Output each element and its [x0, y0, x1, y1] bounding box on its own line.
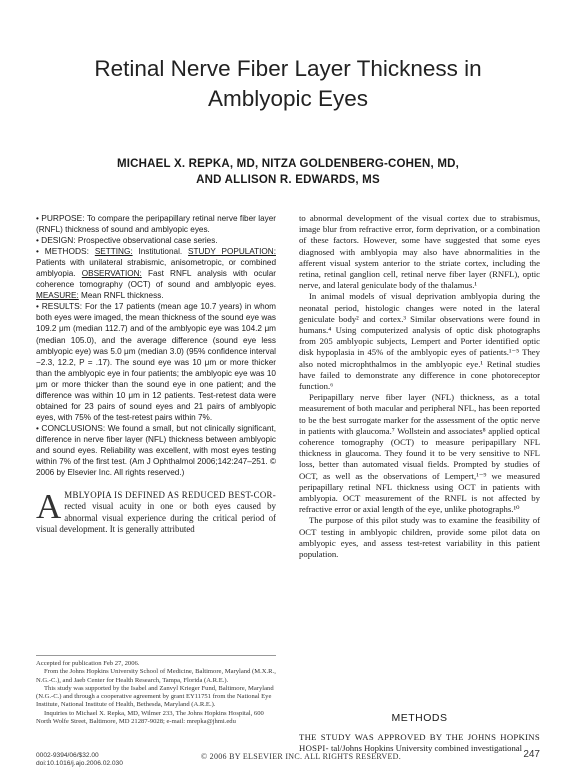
right-column [299, 213, 540, 560]
methods-heading: METHODS [391, 712, 448, 724]
abstract-purpose: • PURPOSE: To compare the peripapillary retinal nerve fiber layer (RNFL) thickness of sound and amblyopic eyes. [36, 213, 276, 235]
results-text: For the 17 patients (mean age 10.7 years) in whom both eyes were imaged, the mean thickness of the sound eye was 109.2 μm (median 112.7) and of the amblyopic eye was 104.2 μm (median 105.0), and the average difference (sound eye less amblyopic eye) was 5.0 μm (median 3.0) (95% confidence interval −2.3, 12.2, P = .17). The sound eye was 10 μm or more thicker than the amblyopic eye in four patients; the amblyopic eye was 10 μm or more thicker than the sound eye in one patient; and the difference was within 10 μm in 12 patients. Test-retest data were obtained for 23 pairs of sound eyes and 21 pairs of amblyopic eyes, with 75% of the test-retest pairs within 7%. [36, 302, 276, 422]
doi-text: doi:10.1016/j.ajo.2006.02.030 [36, 760, 123, 767]
footnote-inquiries: Inquiries to Michael X. Repka, MD, Wilmer 233, The Johns Hopkins Hospital, 600 North Wolfe Street, Baltimore, MD 21287-9028; e-mail: mrepka@jhmi.edu [36, 709, 264, 726]
intro-lead: MBLYOPIA IS DEFINED AS REDUCED BEST-COR- [64, 490, 277, 501]
purpose-label: PURPOSE: [41, 213, 85, 223]
author-list [40, 156, 536, 188]
footnote-affiliation: From the Johns Hopkins University School of Medicine, Baltimore, Maryland (M.X.R., N.G.-C.), and Jaeb Center for Health Research, Tampa, Florida (A.R.E.). [36, 668, 276, 684]
footer-ids [36, 752, 186, 768]
copyright-text: © 2006 BY ELSEVIER INC. ALL RIGHTS RESERVED. [200, 752, 402, 761]
design-label: DESIGN: [41, 235, 76, 246]
issn-text: 0002-9394/06/$32.00 [36, 752, 99, 759]
purpose-text: To compare the peripapillary retinal nerve fiber layer (RNFL) thickness of sound and amblyopic eyes. [36, 214, 276, 235]
author-line-2: AND ALLISON R. EDWARDS, MS [196, 174, 380, 186]
abstract [36, 213, 276, 478]
population-text: Patients with unilateral strabismic, anisometropic, or combined amblyopia. [36, 258, 276, 279]
measure-label: MEASURE: [36, 291, 79, 301]
abstract-results: • RESULTS: For the 17 patients (mean age 10.7 years) in whom both eyes were imaged, the mean thickness of the sound eye was 109.2 μm (median 112.7) and of the amblyopic eye was 104.2 μm (median 105.0), and the average difference (sound eye less amblyopic eye) was 5.0 μm (median 3.0) (95% confidence interval −2.3, 12.2, P = .17). The sound eye was 10 μm or more thicker than the amblyopic eye in four patients; the amblyopic eye was 10 μm or more thicker than the sound eye in one patient; and the difference was within 10 μm in 12 patients. Test-retest data were obtained for 23 pairs of sound eyes and 21 pairs of amblyopic eyes, with 75% of the test-retest pairs within 7%. [36, 301, 276, 422]
methods-label: METHODS: [44, 246, 89, 257]
author-line-1: MICHAEL X. REPKA, MD, NITZA GOLDENBERG-COHEN, MD, [116, 158, 460, 170]
design-text: Prospective observational case series. [77, 236, 218, 246]
article-title: Retinal Nerve Fiber Layer Thickness in Amblyopic Eyes [94, 56, 482, 111]
footnotes [36, 655, 276, 726]
results-label: RESULTS: [41, 301, 83, 312]
intro-paragraph [36, 487, 277, 535]
intro-text: rected visual acuity in one or both eyes caused by abnormal visual experience during the critical period of visual development. It is generally attributed [36, 501, 276, 535]
setting-text: Institutional. [138, 247, 183, 257]
body-paragraph: In animal models of visual deprivation amblyopia during the neonatal period, histologic changes were noted in the lateral geniculate body² and cortex.³ Similar observations were found in humans.⁴ Using computerized analysis of optic disk photographs from 205 amblyopic subjects, Lempert and Porter identified optic disk hypoplasia in 45% of the amblyopic eyes of patients.¹⁻⁵ They also noted microphthalmos in the amblyopic eye.¹ Retinal studies have failed to demonstrate any difference in cone photoreceptor function.⁶ [299, 291, 540, 392]
body-paragraph: to abnormal development of the visual cortex due to strabismus, image blur from refractive error, form deprivation, or a combination of these factors. However, some have suggested that some eyes diagnosed with amblyopia may also have abnormalities in the afferent visual system anterior to the striate cortex, including the retina, retinal ganglion cell, retinal nerve fiber layer (RNFL), optic nerve, and lateral geniculate body of the thalamus.¹ [299, 213, 540, 291]
body-paragraph: The purpose of this pilot study was to examine the feasibility of OCT testing in amblyopic children, provide some pilot data on amblyopic eyes, and assess test-retest variability in this patient population. [299, 515, 540, 560]
measure-text: Mean RNFL thickness. [81, 291, 164, 301]
abstract-conclusions: • CONCLUSIONS: We found a small, but not clinically significant, difference in nerve fiber layer (NFL) thickness between amblyopic and sound eyes. Reliability was excellent, with most eyes testing within 7% of the first test. (Am J Ophthalmol 2006;142:247–251. © 2006 by Elsevier Inc. All rights reserved.) [36, 422, 276, 478]
abstract-methods: • METHODS: SETTING: Institutional. STUDY POPULATION: Patients with unilateral strabismic, anisometropic, or combined amblyopia. OBSERVATION: Fast RNFL analysis with ocular coherence tomography (OCT) of sound and amblyopic eyes. MEASURE: Mean RNFL thickness. [36, 246, 277, 301]
body-paragraph: Peripapillary nerve fiber layer (NFL) thickness, as a total measurement of both macular and peripheral NFL, has been reported to be the best surrogate marker for the assessment of the optic nerve in patients with glaucoma.⁷ Wollstein and associates⁸ applied optical coherence tomography (OCT) to measure peripapillary NFL thickness in glaucoma. They found it to be very sensitive to NFL loss, better than automated visual fields. Prompted by studies of OCT, as well as the observations of Lempert,¹⁻⁹ we measured peripapillary retinal NFL thickness using OCT in patients with amblyopia. OCT measurement of the RNFL is not affected by refractive error or axial length of the eye, unlike photographs.¹⁰ [299, 392, 540, 515]
methods-lead: THE STUDY WAS APPROVED BY THE JOHNS HOPKINS HOSPI- [299, 732, 540, 754]
population-label: STUDY POPULATION: [188, 247, 276, 257]
observation-label: OBSERVATION: [81, 269, 142, 279]
conclusions-label: CONCLUSIONS: [41, 422, 106, 433]
observation-text: Fast RNFL analysis with ocular coherence tomography (OCT) of sound and amblyopic eyes. [36, 269, 277, 290]
page-number: 247 [523, 749, 540, 760]
footnote-accepted: Accepted for publication Feb 27, 2006. [36, 660, 140, 667]
methods-text: tal/Johns Hopkins University combined investigational [330, 743, 523, 754]
abstract-design: • DESIGN: Prospective observational case series. [36, 235, 218, 246]
drop-cap: A [36, 487, 62, 527]
setting-label: SETTING: [94, 247, 133, 257]
citation-text: (Am J Ophthalmol 2006;142:247–251. © 2006 by Elsevier Inc. All rights reserved.) [36, 457, 276, 478]
footnote-funding: This study was supported by the Isabel and Zanvyl Krieger Fund, Baltimore, Maryland (N.G.-C.) and through a cooperative agreement by grant EY11751 from the National Eye Institute, National Institute of Health, Bethesda, Maryland (A.R.E.). [36, 684, 274, 709]
conclusions-text: We found a small, but not clinically significant, difference in nerve fiber layer (NFL) thickness between amblyopic and sound eyes. Reliability was excellent, with most eyes testing within 7% of the first test. [36, 423, 276, 467]
left-column [36, 213, 276, 535]
